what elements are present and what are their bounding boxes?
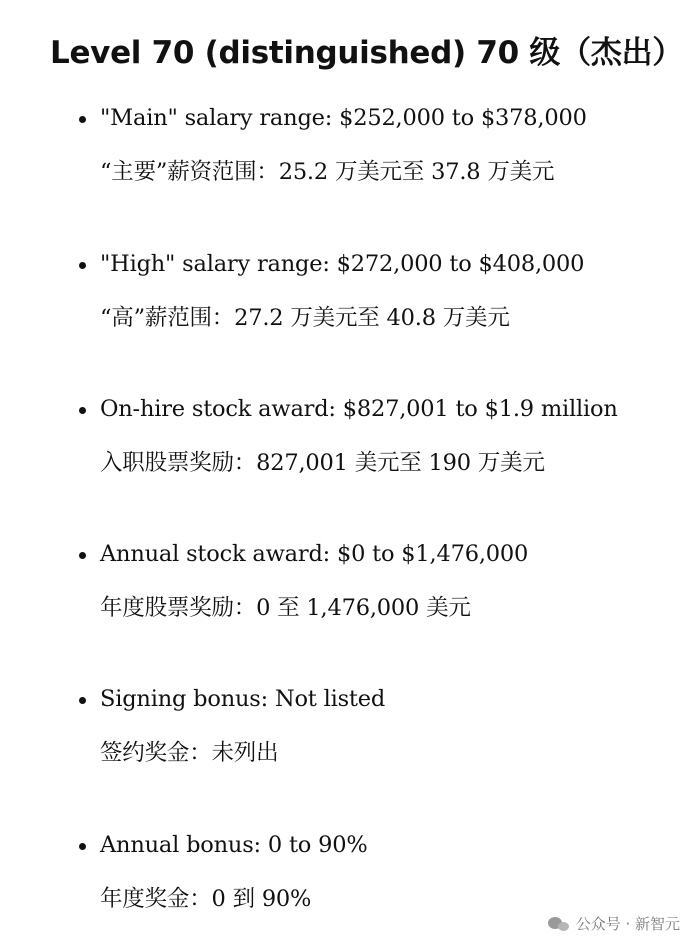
list-item: [0, 98, 700, 208]
list-item: [0, 389, 700, 499]
item-english: On-hire stock award: $827,001 to $1.9 million: [100, 396, 618, 422]
watermark: [548, 913, 680, 934]
item-english: Signing bonus: Not listed: [100, 686, 386, 712]
page-title: Level 70 (distinguished) 70 级（杰出）: [50, 35, 683, 71]
item-english: Annual bonus: 0 to 90%: [100, 832, 368, 858]
item-chinese: 签约奖金：未列出: [100, 740, 279, 766]
list-item: [0, 244, 700, 354]
watermark-text: 公众号 · 新智元: [575, 915, 680, 933]
item-chinese: 年度股票奖励：0 至 1,476,000 美元: [100, 595, 471, 621]
item-chinese: 入职股票奖励：827,001 美元至 190 万美元: [100, 450, 545, 476]
bullet-icon: [79, 697, 86, 704]
item-english: Annual stock award: $0 to $1,476,000: [100, 541, 529, 567]
item-chinese: 年度奖金：0 到 90%: [100, 886, 312, 912]
bullet-icon: [79, 552, 86, 559]
item-chinese: “主要”薪资范围：25.2 万美元至 37.8 万美元: [100, 159, 555, 185]
item-english: "Main" salary range: $252,000 to $378,000: [100, 105, 587, 131]
bullet-icon: [79, 262, 86, 269]
bullet-icon: [79, 116, 86, 123]
list-item: [0, 679, 700, 789]
bullet-icon: [79, 843, 86, 850]
item-english: "High" salary range: $272,000 to $408,000: [100, 251, 585, 277]
list-item: [0, 534, 700, 644]
bullet-icon: [79, 407, 86, 414]
item-chinese: “高”薪范围：27.2 万美元至 40.8 万美元: [100, 305, 510, 331]
wechat-icon: [548, 915, 570, 933]
